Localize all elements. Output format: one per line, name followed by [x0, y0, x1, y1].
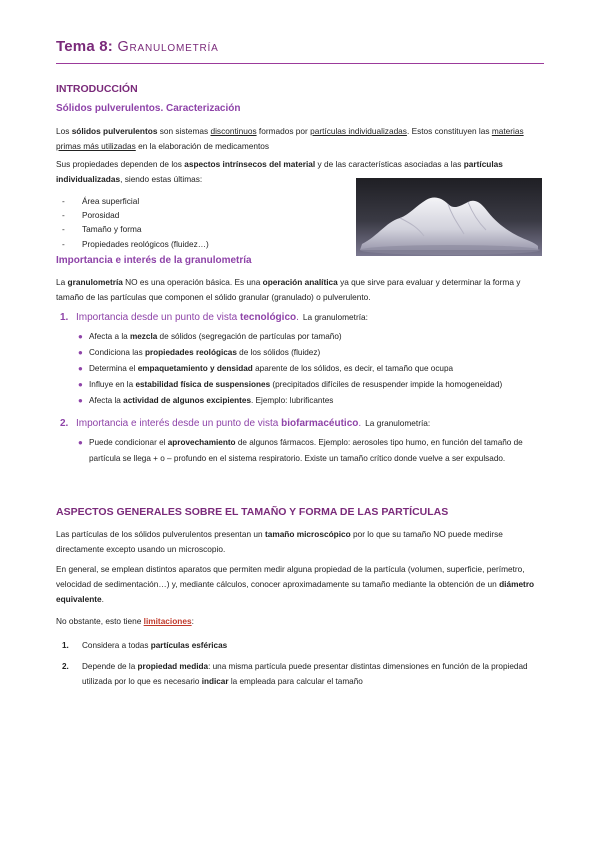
text-run: Importancia desde un punto de vista: [76, 312, 240, 323]
section-heading-aspects: ASPECTOS GENERALES SOBRE EL TAMAÑO Y FORMA DE LAS PARTÍCULAS: [56, 506, 449, 518]
text-run: operación analítica: [262, 277, 338, 287]
text-run: En general, se emplean distintos aparatos que permiten medir alguna propiedad de la partícula (volumen, superficie, perímetro, velocidad de sedimentación…) y, mediante cálculos, conocer aproximadamente su tamaño mediante la obtención de un: [56, 564, 525, 589]
text-run: indicar: [201, 677, 229, 686]
text-run: de los sólidos (fluidez): [236, 347, 321, 357]
bullet-item: [78, 435, 548, 466]
text-run: discontinuos: [210, 126, 257, 136]
bullet-item: [78, 377, 548, 393]
importance-paragraph: [56, 275, 548, 305]
text-run: No obstante, esto tiene: [56, 616, 144, 626]
text-run: son sistemas: [157, 126, 211, 136]
text-run: . Estos constituyen las: [406, 126, 492, 136]
bullet-item: [78, 329, 548, 345]
text-run: diámetro equivalente: [56, 579, 535, 604]
biopharmaceutical-bullets: [78, 435, 548, 466]
header-rule: [56, 63, 544, 65]
bullet-item: [78, 345, 548, 361]
text-run: aprovechamiento: [167, 438, 236, 447]
text-run: granulometría: [67, 277, 123, 287]
text-run: Los: [56, 126, 72, 136]
header-title: Granulometría: [117, 39, 219, 55]
text-run: Afecta la: [89, 395, 124, 405]
subheading-solids: Sólidos pulverulentos. Caracterización: [56, 103, 241, 114]
text-run: la empleada para calcular el tamaño: [228, 677, 363, 686]
aspects-paragraph-2: [56, 562, 548, 607]
text-run: Importancia e interés desde un punto de vista: [76, 418, 282, 429]
text-run: estabilidad física de suspensiones: [135, 379, 271, 389]
text-run: (precipitados difíciles de resuspender impide la homogeneidad): [270, 379, 503, 389]
text-run: aspectos intrínsecos del material: [184, 159, 316, 169]
text-run: :: [191, 616, 194, 626]
text-run: Determina el: [89, 363, 138, 373]
section-heading-intro: INTRODUCCIÓN: [56, 83, 138, 95]
text-run: aparente de los sólidos, es decir, el tamaño que ocupa: [252, 363, 454, 373]
text-run: materias primas más utilizadas: [56, 126, 524, 151]
text-run: ya que sirve para evaluar y determinar la forma y tamaño de las partículas que componen el sólido granular (granulado) o pulverulento.: [56, 277, 521, 302]
text-run: limitaciones: [143, 616, 192, 626]
text-run: , siendo estas últimas:: [120, 174, 203, 184]
aspects-paragraph-1: [56, 527, 548, 557]
bullet-item: [78, 393, 548, 409]
text-run: partículas esféricas: [150, 641, 228, 650]
text-run: .: [358, 418, 362, 429]
limitation-item: 1. Considera a todas partículas esféricas: [62, 641, 228, 650]
text-run: Puede condicionar el: [89, 438, 168, 447]
text-run: Condiciona las: [89, 347, 145, 357]
text-run: tecnológico: [240, 312, 297, 323]
limitations-list: [62, 638, 548, 695]
text-run: NO es una operación básica. Es una: [122, 277, 263, 287]
text-run: Las partículas de los sólidos pulverulentos presentan un: [56, 529, 265, 539]
page-header: [56, 38, 544, 64]
text-run: Afecta a la: [89, 332, 130, 341]
text-run: sólidos pulverulentos: [71, 126, 158, 136]
bullet-dot-icon: ●: [78, 347, 83, 357]
text-run: . Ejemplo: lubrificantes: [251, 395, 334, 405]
text-run: formados por: [256, 126, 311, 136]
text-run: actividad de algunos excipientes: [123, 395, 251, 405]
limitation-item: 2. Depende de la propiedad medida: una misma partícula puede presentar distintas dimensiones en función de la propiedad utilizada por lo que es necesario indicar la empleada para calcular el tamaño: [62, 662, 528, 686]
bullet-item: [78, 361, 548, 377]
text-run: Depende de la: [82, 662, 138, 671]
text-run: de algunos fármacos. Ejemplo: aerosoles tipo humo, en función del tamaño de partícula se llega + o – profundo en el sistema respiratorio. Existe un tamaño crítico donde vuelve a ser expulsado.: [89, 438, 523, 463]
text-run: empaquetamiento y densidad: [137, 363, 253, 373]
numbered-heading-technological: 1. Importancia desde un punto de vista tecnológico. La granulometría:: [60, 312, 368, 323]
text-run: y de las características asociadas a las: [315, 159, 464, 169]
text-run: propiedades reológicas: [144, 347, 237, 357]
text-run: La: [56, 277, 68, 287]
text-run: : una misma partícula puede presentar distintas dimensiones en función de la propiedad utilizada por lo que es necesario: [82, 662, 528, 686]
list-item: - Área superficial: [62, 196, 140, 206]
text-run: .: [296, 312, 299, 323]
text-run: biofarmacéutico: [281, 418, 359, 429]
text-run: Influye en la: [89, 379, 136, 389]
text-run: tamaño microscópico: [264, 529, 351, 539]
header-prefix: Tema 8:: [56, 38, 113, 55]
subheading-importance: Importancia e interés de la granulometría: [56, 255, 252, 266]
intro-paragraph-1: [56, 124, 548, 154]
limitations-intro: [56, 614, 548, 629]
text-run: partículas individualizadas: [56, 159, 503, 184]
bullet-dot-icon: ●: [78, 332, 83, 341]
text-run: Sus propiedades dependen de los: [56, 159, 185, 169]
text-run: .: [101, 594, 104, 604]
text-run: partículas individualizadas: [310, 126, 407, 136]
bullet-dot-icon: ●: [78, 438, 83, 447]
particle-properties-list: [62, 194, 209, 251]
bullet-dot-icon: ●: [78, 395, 83, 405]
list-item: - Porosidad: [62, 210, 120, 221]
bullet-dot-icon: ●: [78, 363, 83, 373]
text-run: Considera a todas: [82, 641, 151, 650]
powder-pile-image: [356, 178, 542, 256]
numbered-heading-biopharmaceutical: 2. Importancia e interés desde un punto de vista biofarmacéutico. La granulometría:: [60, 418, 431, 429]
text-run: en la elaboración de medicamentos: [135, 141, 270, 151]
text-run: propiedad medida: [137, 662, 209, 671]
text-run: mezcla: [129, 332, 158, 341]
text-run: por lo que su tamaño NO puede medirse directamente excepto usando un microscopio.: [56, 529, 503, 554]
bullet-dot-icon: ●: [78, 379, 83, 389]
list-item: - Tamaño y forma: [62, 224, 142, 235]
text-run: de sólidos (segregación de partículas por tamaño): [157, 332, 342, 341]
technological-bullets: [78, 329, 548, 409]
list-item: - Propiedades reológicos (fluidez…): [62, 238, 209, 249]
